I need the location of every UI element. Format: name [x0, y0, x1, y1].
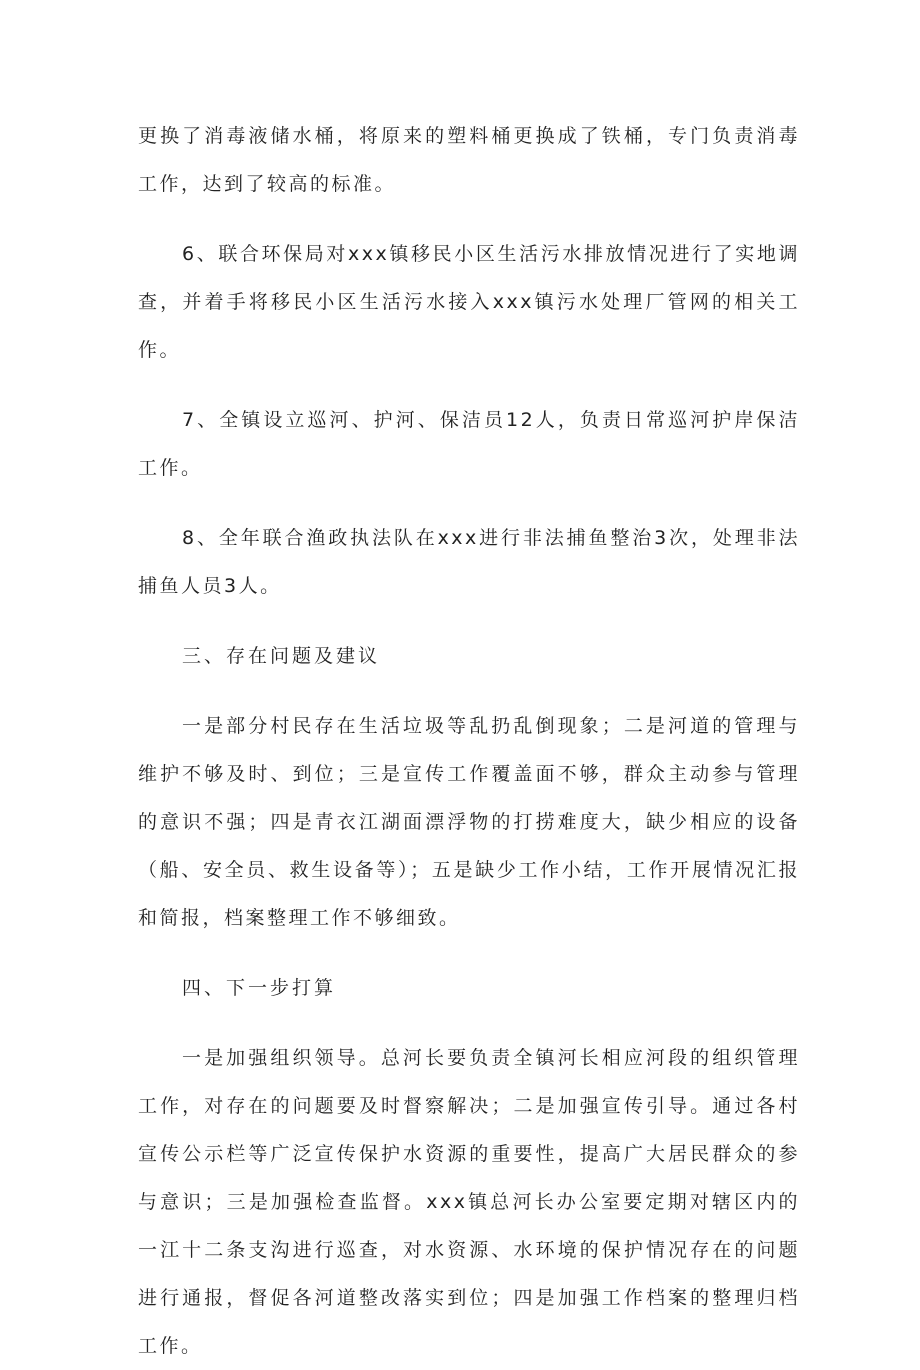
section-body-problems: 一是部分村民存在生活垃圾等乱扔乱倒现象；二是河道的管理与维护不够及时、到位；三是宣传工作覆盖面不够，群众主动参与管理的意识不强；四是青衣江湖面漂浮物的打捞难度大，缺少相应的设备（船、安全员、救生设备等）；五是缺少工作小结，工作开展情况汇报和简报，档案整理工作不够细致。: [138, 715, 800, 929]
paragraph-disinfection: 更换了消毒液储水桶，将原来的塑料桶更换成了铁桶，专门负责消毒工作，达到了较高的标准。: [138, 125, 800, 195]
paragraph-item-8: 8、全年联合渔政执法队在xxx进行非法捕鱼整治3次，处理非法捕鱼人员3人。: [138, 527, 800, 597]
section-heading-next-steps: 四、下一步打算: [182, 977, 337, 999]
document-content: [138, 112, 800, 1370]
section-heading-problems: 三、存在问题及建议: [182, 645, 381, 667]
paragraph-item-6: 6、联合环保局对xxx镇移民小区生活污水排放情况进行了实地调查，并着手将移民小区生活污水接入xxx镇污水处理厂管网的相关工作。: [138, 243, 800, 361]
section-body-next-steps: 一是加强组织领导。总河长要负责全镇河长相应河段的组织管理工作，对存在的问题要及时督察解决；二是加强宣传引导。通过各村宣传公示栏等广泛宣传保护水资源的重要性，提高广大居民群众的参与意识；三是加强检查监督。xxx镇总河长办公室要定期对辖区内的一江十二条支沟进行巡查，对水资源、水环境的保护情况存在的问题进行通报，督促各河道整改落实到位；四是加强工作档案的整理归档工作。: [138, 1047, 800, 1357]
paragraph-item-7: 7、全镇设立巡河、护河、保洁员12人，负责日常巡河护岸保洁工作。: [138, 409, 800, 479]
